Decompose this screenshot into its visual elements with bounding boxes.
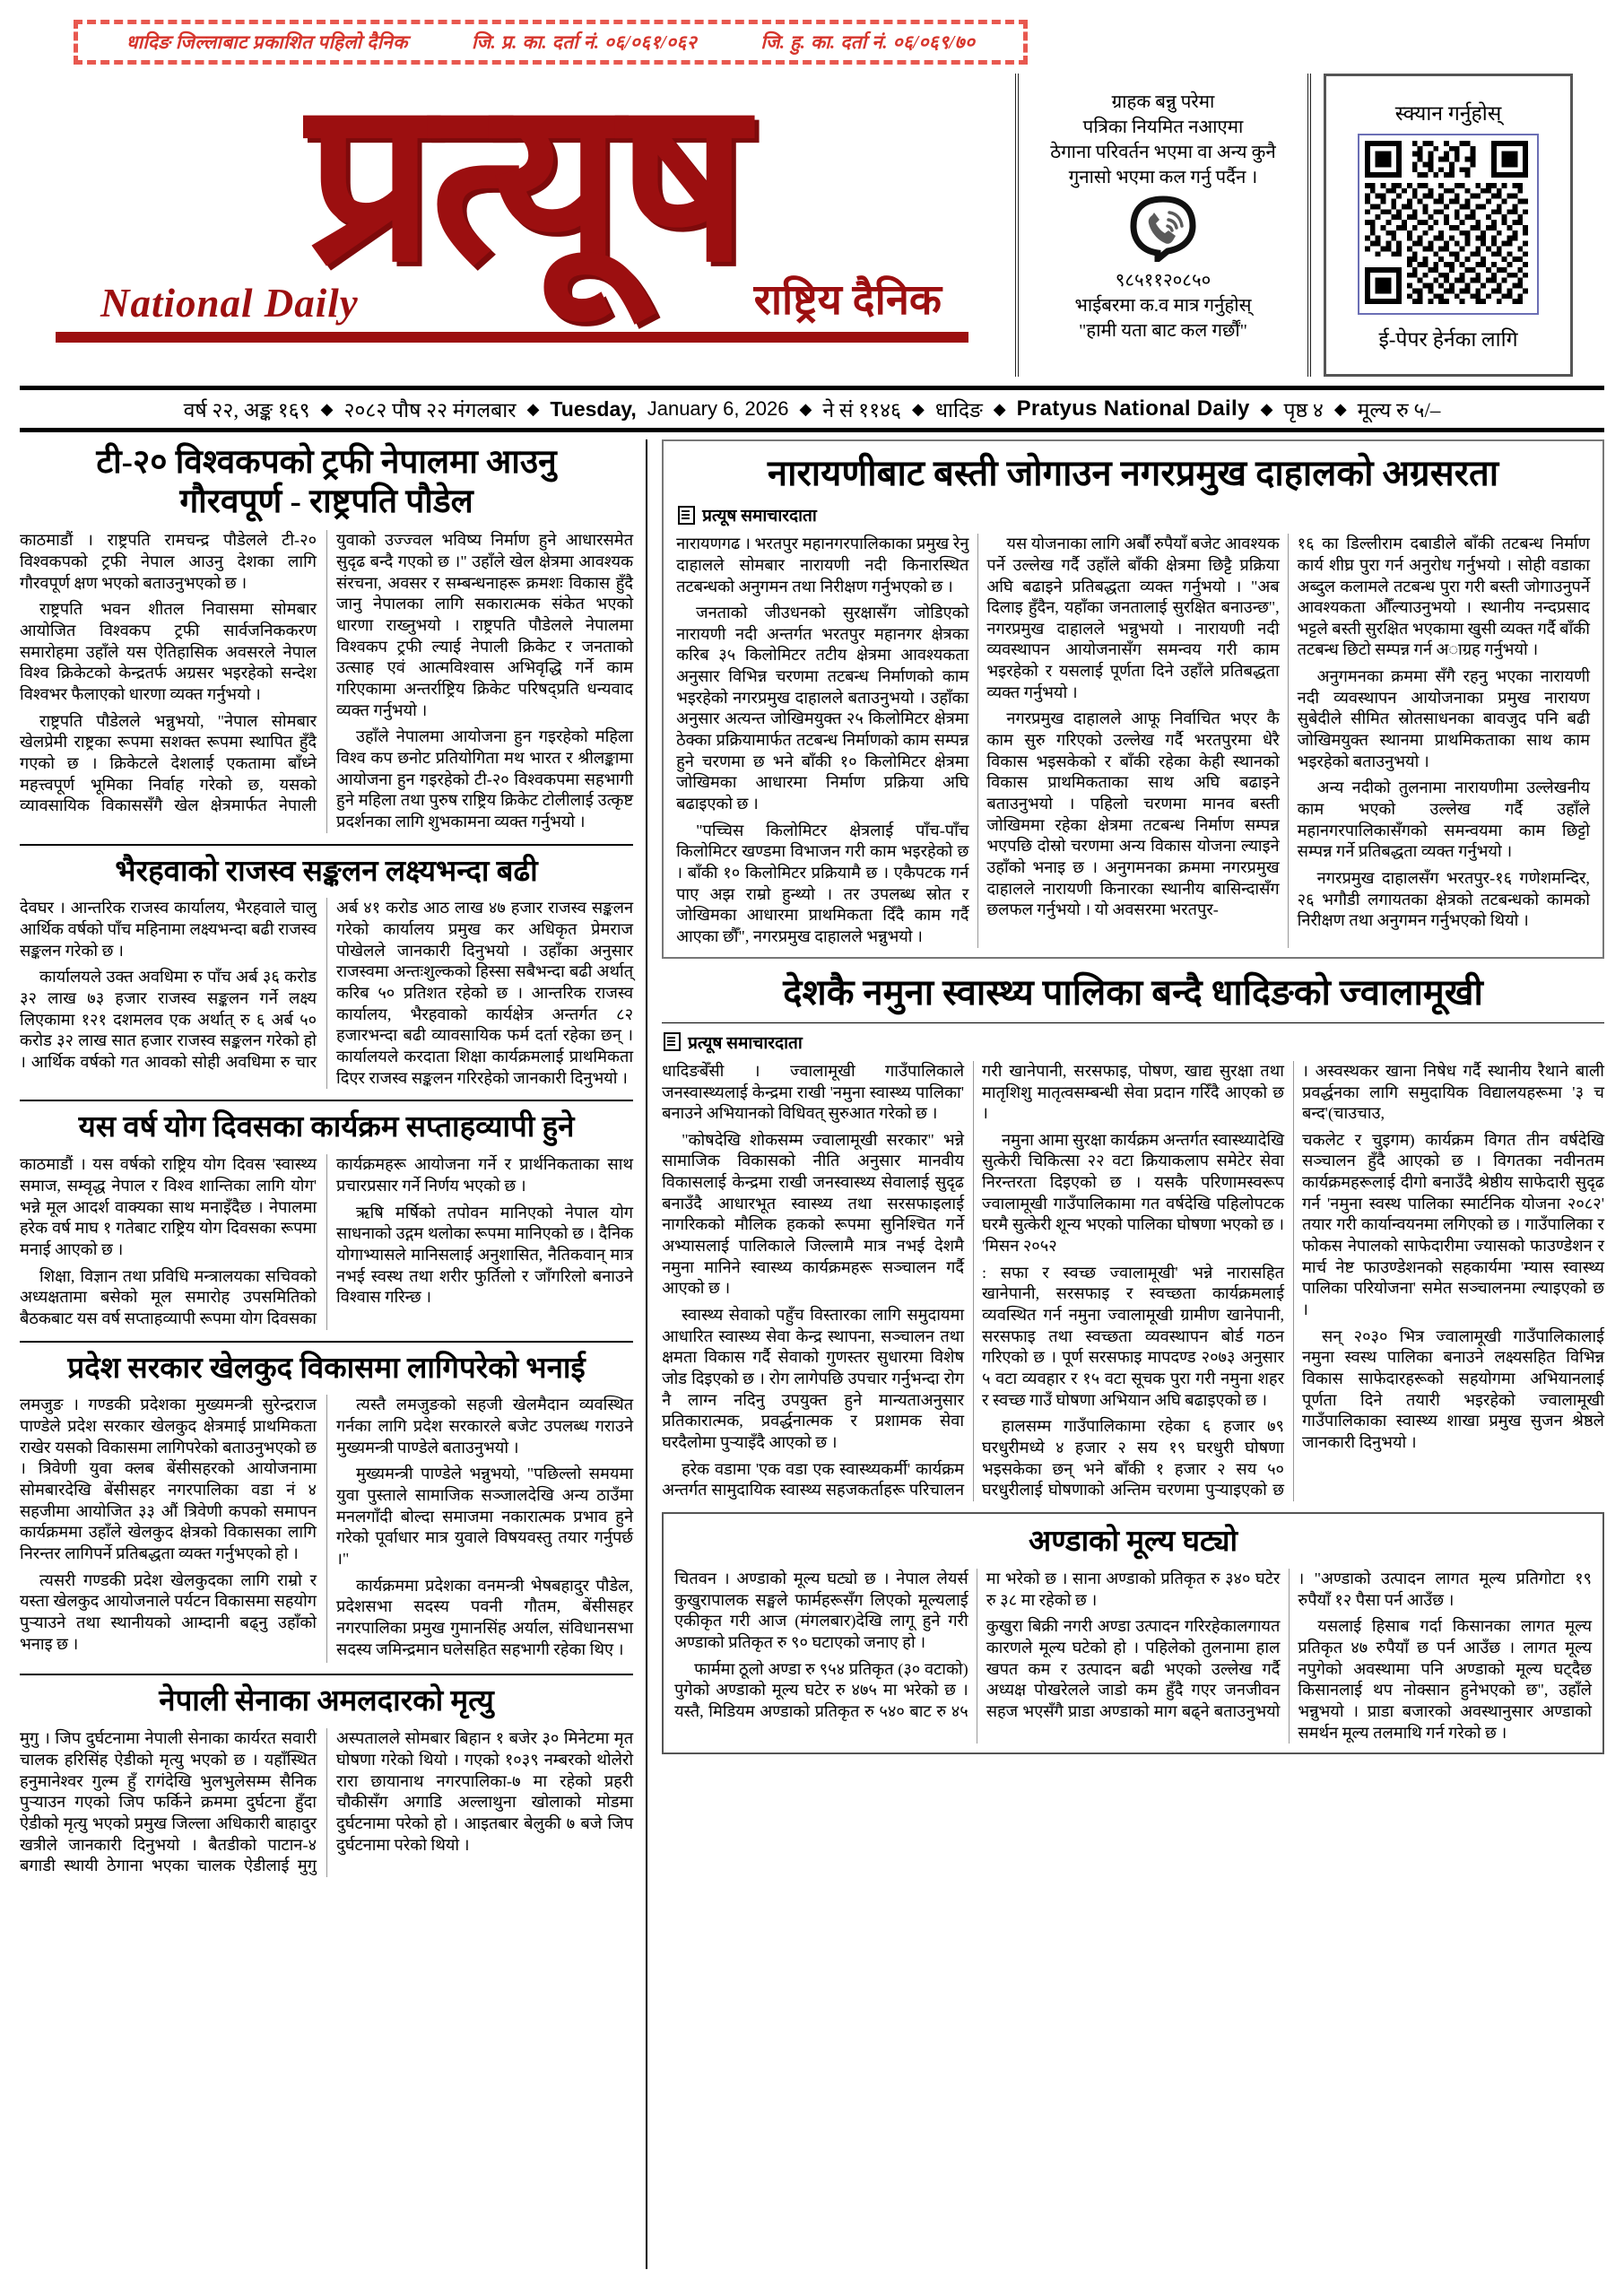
article-body [20, 1728, 633, 1877]
article-body [20, 898, 633, 1089]
article-jwalamukhi-health [662, 971, 1604, 1501]
paragraph: ऋषि मर्षिको तपोवन मानिएको नेपाल योग साधनाको उद्गम थलोका रूपमा मानिएको छ । दैनिक योगाभ्यासले मानिसलाई अनुशासित, नैतिकवान् मात्र नभई स्वस्थ तथा शरीर फुर्तिलो र जाँगरिलो बनाउने विश्वास गरिन्छ । [336, 1203, 634, 1307]
paragraph: काठमाडौं । राष्ट्रपति रामचन्द्र पौडेलले टी-२० विश्वकपको ट्रफी नेपाल आउनु देशका लागि गौरवपूर्ण क्षण भएको बताउनुभएको छ । [20, 531, 317, 592]
byline-text: प्रत्यूष समाचारदाता [688, 1033, 803, 1053]
article-body [20, 1395, 633, 1663]
registration-box [74, 20, 1028, 65]
article-body [674, 1569, 1592, 1744]
paragraph: त्यसरी गण्डकी प्रदेश खेलकुदका लागि राम्रो र यस्ता खेलकुद आयोजनाले पर्यटन विकासमा सहयोग पुर्‍याउने तथा स्थानीयको आम्दानी बढ्नु उहाँको भनाइ छ । [20, 1570, 317, 1653]
english-day: Tuesday, [550, 396, 637, 421]
paragraph: नमुना आमा सुरक्षा कार्यक्रम अन्तर्गत स्वास्थ्यादेखि सुत्केरी चिकित्सा २२ वटा क्रियाकलाप समेटेर सेवा निरन्तरता दिइएको छ । यसकै परिणामस्वरूप ज्वालामूखी गाउँपालिकामा गत वर्षदेखि पहिलोपटक घरमै सुत्केरी शून्य भएको पालिका घोषणा भएको छ । 'मिसन २०५२ [982, 1130, 1285, 1256]
viber-line-2: पत्रिका नियमित नआएमा [1082, 117, 1244, 137]
subscription-notice-box [1015, 74, 1311, 377]
divider [20, 1674, 633, 1675]
paragraph: नारायणगढ । भरतपुर महानगरपालिकाका प्रमुख रेनु दाहालले सोमबार नारायणी नदी किनारस्थित तटबन्धको अनुगमन तथा निरीक्षण गर्नुभएको छ । [676, 535, 969, 596]
article-body [662, 1061, 1604, 1501]
paragraph: धादिङबेँसी । ज्वालामूखी गाउँपालिकाले जनस्वास्थ्यलाई केन्द्रमा राखी 'नमुना स्वास्थ्य पालिका' बनाउने अभियानको विधिवत् सुरुआत गरेको छ । [662, 1061, 965, 1123]
article-t20-trophy [20, 443, 633, 833]
viber-phone-icon [1128, 196, 1198, 266]
paragraph: यस योजनाका लागि अर्बौं रुपैयाँ बजेट आवश्यक पर्ने उल्लेख गर्दै उहाँले बाँकी क्षेत्रमा छिट्टै प्रक्रिया अघि बढाइने प्रतिबद्धता व्यक्त गर्नुभयो । "अब दिलाइ हुँदैन, यहाँका जनतालाई सुरक्षित बनाउन्छ", नगरप्रमुख दाहालले भन्नुभयो । नारायणी नदी व्यवस्थापन आयोजनासँग समन्वय गरी काम भइरहेको र यसलाई पूर्णता दिने उहाँले प्रतिबद्धता व्यक्त गर्नुभयो । [986, 535, 1280, 701]
byline-text: प्रत्यूष समाचारदाता [702, 507, 817, 526]
nepali-date: २०८२ पौष २२ मंगलबार [343, 399, 517, 422]
divider [20, 1341, 633, 1343]
paragraph: काठमाडौं । यस वर्षको राष्ट्रिय योग दिवस 'स्वास्थ्य समाज, सम्वृद्ध नेपाल र विश्व शान्तिका लागि योग' भन्ने मूल आदर्श वाक्यका साथ मनाइँदैछ । नेपालमा हरेक वर्ष माघ १ गतेबाट राष्ट्रिय योग दिवसका रूपमा मनाई आएको छ । [20, 1155, 317, 1258]
left-column [20, 439, 633, 2269]
paragraph: स्वास्थ्य सेवाको पहुँच विस्तारका लागि समुदायमा आधारित स्वास्थ्य सेवा केन्द्र स्थापना, सञ्चालन तथा क्षमता विकास गर्दै सेवाको गुणस्तर सुधारमा विशेष जोड दिइएको छ । रोग लागेपछि उपचार गर्नुभन्दा रोग नै लाग्न नदिनु उपयुक्त हुने मान्यताअनुसार प्रतिकारात्मक, प्रवर्द्धनात्मक र प्रशामक सेवा घरदैलोमा पुऱ्याइँदै आएको छ । [662, 1306, 965, 1451]
paragraph: त्यस्तै लमजुङको सहजी खेलमैदान व्यवस्थित गर्नका लागि प्रदेश सरकारले बजेट उपलब्ध गराउने मुख्यमन्त्री पाण्डेले बताउनुभयो । [336, 1396, 634, 1457]
byline [664, 1031, 1604, 1054]
paragraph: : सफा र स्वच्छ ज्वालामूखी' भन्ने नारासहित खानेपानी, सरसफाइ र स्वच्छता कार्यक्रमलाई व्यवस्थित गर्न नमुना ज्वालामूखी ग्रामीण खानेपानी, सरसफाइ तथा स्वच्छता व्यवस्थापन बोर्ड गठन गरिएको छ । पूर्ण सरसफाइ मापदण्ड २०७३ अनुसार ५ वटा व्यवहार र १५ वटा सूचक पुरा गरी नमुना शहर र स्वच्छ गाउँ घोषणा अभियान अघि बढाइएको छ । [982, 1263, 1285, 1409]
logo-underline [56, 332, 968, 343]
viber-line-1: ग्राहक बन्नु परेमा [1111, 92, 1215, 112]
paragraph: अन्य नदीको तुलनामा नारायणीमा उल्लेखनीय काम भएको उल्लेख गर्दै उहाँले महानगरपालिकासँगको समन्वयमा काम छिट्टो सम्पन्न गर्ने प्रतिबद्धता व्यक्त गर्नुभयो । [1297, 778, 1590, 861]
article-headline: अण्डाको मूल्य घट्यो [1029, 1525, 1238, 1558]
diamond-separator-icon: ◆ [799, 399, 812, 418]
paragraph: लमजुङ । गण्डकी प्रदेशका मुख्यमन्त्री सुरेन्द्रराज पाण्डेले प्रदेश सरकार खेलकुद क्षेत्रमाई प्राथमिकता राखेर यसको विकासमा लागिपरेको बताउनुभएको छ । त्रिवेणी युवा क्लब बेंसीसहरको आयोजनामा सोमबारदेखि बेंसीसहर नगरपालिका वडा नं ४ सहजीमा आयोजित ३३ औं त्रिवेणी कपको समापन कार्यक्रममा उहाँले खेलकुद क्षेत्रको विकासका लागि निरन्तर लागिपर्ने प्रतिबद्धता व्यक्त गर्नुभएको हो । [20, 1396, 317, 1563]
divider [662, 1022, 1604, 1023]
epaper-qr-box [1324, 74, 1573, 377]
document-icon [678, 506, 695, 525]
article-army-driver-death [20, 1684, 633, 1877]
viber-note-2: "हामी यता बाट कल गर्छौं" [1078, 321, 1248, 341]
main-content [20, 439, 1604, 2269]
paragraph: १६ का डिल्लीराम दबाडीले बाँकी तटबन्ध निर्माण कार्य शीघ्र पुरा गर्न अनुरोध गर्नुभयो । सोही वडाका अब्दुल कलामले तटबन्ध पुरा गरी बस्ती जोगाउनुपर्ने आवश्यकता औँल्याउनुभयो । स्थानीय नन्दप्रसाद भट्टले बस्ती सुरक्षित भएकामा खुसी व्यक्त गर्दै बाँकी तटबन्ध छिटो सम्पन्न गर्न अाग्रह गर्नुभयो । [1297, 535, 1590, 659]
price: मूल्य रु ५/– [1357, 399, 1441, 422]
headline-line-1: टी-२० विश्वकपको ट्रफी नेपालमा आउनु [96, 444, 557, 481]
article-headline: देशकै नमुना स्वास्थ्य पालिका बन्दै धादिङको ज्वालामूखी [783, 971, 1483, 1013]
paragraph: कुखुरा बिक्री नगरी अण्डा उत्पादन गरिरहेकालगायत कारणले मूल्य घटेको हो । पहिलेको तुलनामा हाल खपत कम र उत्पादन बढी भएको उल्लेख गर्दै अध्यक्ष पोखरेलले जाडो कम हुँदै गएर जनजीवन सहज भएसँगै प्राडा अण्डाको माग बढ्ने बताउनुभयो । "अण्डाको उत्पादन लागत मूल्य प्रतिगोटा १९ रुपैयाँ १२ पैसा पर्न आउँछ । [986, 1569, 1592, 1720]
english-date: January 6, 2026 [647, 397, 789, 420]
byline [678, 503, 1590, 526]
paragraph: "कोषदेखि शोकसम्म ज्वालामूखी सरकार" भन्ने सामाजिक विकासको नीति अनुसार मानवीय विकासलाई केन्द्रमा राखी जनस्वास्थ्य सेवालाई सुदृढ बनाउँदै आधारभूत स्वास्थ्य तथा सरसफाइलाई नागरिकको मौलिक हकको रूपमा सुनिश्चित गर्ने अभ्यासलाई पालिकाले जिल्लामै मात्र नभई देशमै नमुना मानिने स्वास्थ्य कार्यक्रमहरू सञ्चालन गर्दै आएको छ । [662, 1130, 965, 1298]
article-body [20, 1154, 633, 1329]
logo-english-title: National Daily [100, 281, 359, 326]
paragraph: हरेक वडामा 'एक वडा एक स्वास्थ्यकर्मी' कार्यक्रम अन्तर्गत सामुदायिक स्वास्थ्य सहजकर्ताहरू परिचालन गरी खानेपानी, सरसफाइ, पोषण, खाद्य सुरक्षा तथा मातृशिशु मातृत्वसम्बन्धी सेवा प्रदान गरिँदै आएको छ । [662, 1061, 1285, 1500]
diamond-separator-icon: ◆ [912, 399, 925, 418]
divider [20, 844, 633, 846]
viber-phone-number: ९८५११२०८५० [1115, 271, 1211, 291]
nepal-sambat: ने सं ११४६ [822, 399, 901, 422]
date-bar [20, 386, 1604, 432]
paragraph: मुगु । जिप दुर्घटनामा नेपाली सेनाका कार्यरत सवारी चालक हरिसिंह ऐडीको मृत्यु भएको छ । यहाँस्थित हनुमानेश्वर गुल्म हुँ रागंदेखि भुलभुलेसम्म सैनिक पुऱ्याउन गएको जिप फर्किने क्रममा दुर्घटना हुँदा ऐडीको मृत्यु भएको प्रमुख जिल्ला अधिकारी बाहादुर खत्रीले जानकारी दिनुभयो । बैतडीको पाटान-४ बगाडी स्थायी ठेगाना भएका चालक ऐडीलाई मुगु अस्पतालले सोमबार बिहान १ बजेर ३० मिनेटमा मृत घोषणा गरेको थियो । गएको १०३९ नम्बरको थोलेरो रारा छायानाथ नगरपालिका-७ मा रहेको प्रहरी चौकीसँग अगाडि अल्लाथुना खोलाको मोडमा दुर्घटनामा परेको हो । आइतबार बेलुकी ७ बजे जिप दुर्घटनामा परेको थियो । [20, 1729, 634, 1875]
place-name: धादिङ [934, 399, 983, 422]
reg-right-text: जि. हु. का. दर्ता नं. ०६/०६९/७० [760, 31, 976, 53]
paragraph: "पच्चिस किलोमिटर क्षेत्रलाई पाँच-पाँच किलोमिटर खण्डमा विभाजन गरी काम भइरहेको छ । बाँकी १० किलोमिटर प्रक्रियामै छ । एकैपटक गर्न पाए अझ राम्रो हुन्थ्यो । तर उपलब्ध स्रोत र जोखिमका आधारमा प्राथमिकता दिँदै काम गर्दै आएका छौँ", नगरप्रमुख दाहालले भन्नुभयो । [676, 821, 969, 945]
article-egg-price [662, 1512, 1604, 1754]
article-narayani-embankment [662, 439, 1604, 959]
paragraph: यसलाई हिसाब गर्दा किसानका लागत मूल्य प्रतिकृत ४७ रुपैयाँ छ पर्न आउँछ । लागत मूल्य नपुगेको अवस्थामा पनि अण्डाको मूल्य घट्दैछ किसानलाई थप नोक्सान हुनेभएको छ", उहाँले भन्नुभयो । प्राडा बजारको अवस्थानुसार अण्डाको समर्थन मूल्य तलमाथि गर्न गरेको छ । [1298, 1617, 1592, 1742]
paragraph: जनताको जीउधनको सुरक्षासँग जोडिएको नारायणी नदी अन्तर्गत भरतपुर महानगर क्षेत्रका करिब ३५ किलोमिटर तटीय क्षेत्रमा आवश्यकता अनुसार विभिन्न चरणमा तटबन्ध निर्माणको काम भइरहेको नगरप्रमुख दाहालले बताउनुभयो । उहाँका अनुसार अत्यन्त जोखिमयुक्त २५ किलोमिटर क्षेत्रमा ठेक्का प्रक्रियामार्फत तटबन्ध निर्माणको काम सम्पन्न हुने चरणमा छ भने बाँकी १० किलोमिटर क्षेत्रमा जोखिमका आधारमा निर्माण प्रक्रिया अघि बढाइएको छ । [676, 604, 969, 813]
article-bhairahawa-revenue [20, 855, 633, 1090]
paragraph: चितवन । अण्डाको मूल्य घट्यो छ । नेपाल लेयर्स कुखुरापालक सङ्घले फार्महरूसँग लिएको मूल्यलाई एकीकृत गरी आज (मंगलबार)देखि लागू हुने गरी अण्डाको प्रतिकृत रु ९० घटाएको जनाए हो । [674, 1569, 968, 1651]
paragraph: राष्ट्रपति भवन शीतल निवासमा सोमबार आयोजित विश्वकप ट्रफी सार्वजनिककरण समारोहमा उहाँले यस ऐतिहासिक अवसरले नेपाल विश्व क्रिकेटको केन्द्रतर्फ अग्रसर भइरहेको सन्देश विश्वभर फैलाएको धारणा व्यक्त गर्नुभयो । [20, 600, 317, 703]
article-headline: भैरहवाको राजस्व सङ्कलन लक्ष्यभन्दा बढी [115, 855, 538, 888]
paragraph: शिक्षा, विज्ञान तथा प्रविधि मन्त्रालयका सचिवको अध्यक्षतामा बसेको मूल समारोह उपसमितिको बैठकबाट यस वर्ष सप्ताहव्यापी रूपमा योग दिवसका कार्यक्रमहरू आयोजना गर्ने र प्रार्थनिकताका साथ प्रचारप्रसार गर्ने निर्णय भएको छ । [20, 1155, 634, 1327]
paragraph: मुख्यमन्त्री पाण्डेले भन्नुभयो, "पछिल्लो समयमा युवा पुस्ताले सामाजिक सञ्जालदेखि अन्य ठाउँमा मनलगाँदी बोल्दा समाजमा नकारात्मक प्रभाव हुने गरेको पूर्वाधार मात्र युवाले विषयवस्तु तयार गर्नुपर्छ ।" [336, 1465, 634, 1569]
reg-mid-text: जि. प्र. का. दर्ता नं. ०६/०६१/०६२ [472, 31, 698, 53]
document-icon [664, 1032, 681, 1051]
paragraph: कार्यक्रममा प्रदेशका वनमन्त्री भेषबहादुर पौडेल, प्रदेशसभा सदस्य पवनी गौतम, बेंसीसहर नगरपालिका प्रमुख गुमानसिंह अर्याल, संविधानसभा सदस्य जमिन्द्रमान घलेसहित सहभागी रहेका थिए । [336, 1576, 634, 1658]
logo-nepali-subtitle: राष्ट्रिय दैनिक [753, 277, 942, 324]
registration-strip [20, 16, 1604, 72]
masthead [20, 74, 1604, 377]
divider [20, 1100, 633, 1101]
brand-name: Pratyus National Daily [1016, 396, 1250, 421]
paragraph: नगरप्रमुख दाहालसँग भरतपुर-१६ गणेशमन्दिर, २६ भगौडी लगायतका क्षेत्रको तटबन्धको कामको निरीक्षण तथा अनुगमन गर्नुभएको थियो । [1297, 869, 1590, 930]
paragraph: देवघर । आन्तरिक राजस्व कार्यालय, भैरहवाले चालु आर्थिक वर्षको पाँच महिनामा लक्ष्यभन्दा बढी राजस्व सङ्कलन गरेको छ । [20, 899, 317, 960]
article-yoga-day [20, 1110, 633, 1329]
article-headline [20, 443, 633, 521]
right-column [646, 439, 1604, 2269]
paragraph: उहाँले नेपालमा आयोजना हुन गइरहेको महिला विश्व कप छनोट प्रतियोगिता मथ भारत र श्रीलङ्कामा आयोजना हुन गइरहेको टी-२० विश्वकपमा सहभागी हुने महिला तथा पुरुष राष्ट्रिय क्रिकेट टोलीलाई उत्कृष्ट प्रदर्शनका लागि शुभकामना व्यक्त गर्नुभयो । [336, 727, 634, 831]
paragraph: सन् २०३० भित्र ज्वालामूखी गाउँपालिकालाई नमुना स्वस्थ पालिका बनाउने लक्ष्यसहित विभिन्न विकास साफेदारहरूको सहयोगमा अभियानलाई पूर्णता दिने तयारी भइरहेको ज्वालामूखी गाउँपालिकाका स्वास्थ्य शाखा प्रमुख सुजन श्रेष्ठले जानकारी दिनुभयो । [1302, 1326, 1604, 1451]
paragraph: हालसम्म गाउँपालिकामा रहेका ६ हजार ७९ घरधुरीमध्ये ४ हजार २ सय १९ घरधुरी घोषणा भइसकेका छन् भने बाँकी १ हजार २ सय ५० घरधुरीलाई घोषणाको अन्तिम चरणमा पुऱ्याइएको छ । अस्वस्थकर खाना निषेध गर्दै स्थानीय रैथाने बाली प्रवर्द्धनका लागि समुदायिक विद्यालयहरूमा '३ च बन्द'(चाउचाउ, [982, 1061, 1604, 1500]
paragraph: राष्ट्रपति पौडेलले भन्नुभयो, "नेपाल सोमबार खेलप्रेमी राष्ट्रका रूपमा सशक्त रूपमा स्थापित हुँदै गएको छ । क्रिकेटले देशलाई एकतामा बाँध्ने महत्त्वपूर्ण भूमिका निर्वाह गरेको छ, यसको व्यावसायिक विकाससँगै खेल क्षेत्रमार्फत नेपाली युवाको उज्ज्वल भविष्य निर्माण हुने आधारसमेत सुदृढ बन्दै गएको छ ।" उहाँले खेल क्षेत्रमा आवश्यक संरचना, अवसर र सम्बन्धनाहरू क्रमशः विकास हुँदै जानु नेपालका लागि सकारात्मक संकेत भएको धारणा राख्नुभयो । राष्ट्रपति पौडेलले नेपालमा विश्वकप ट्रफी ल्याई नेपाली क्रिकेट र जनताको उत्साह एवं आत्मविश्वास अभिवृद्धि गर्ने काम गरिएकामा अन्तर्राष्ट्रिय क्रिकेट परिषद्प्रति धन्यवाद व्यक्त गर्नुभयो । [20, 531, 634, 815]
viber-note-1: भाईबरमा क.व मात्र गर्नुहोस् [1074, 296, 1252, 316]
article-headline: प्रदेश सरकार खेलकुद विकासमा लागिपरेको भनाई [67, 1352, 586, 1385]
paragraph: अनुगमनका क्रममा सँगै रहनु भएका नारायणी नदी व्यवस्थापन आयोजनाका प्रमुख नारायण सुबेदीले सीमित स्रोतसाधनका बावजुद पनि बढी जोखिमयुक्त स्थानमा प्राथमिकताका साथ काम भइरहेको बताउनुभयो । [1297, 667, 1590, 770]
article-body [676, 534, 1590, 947]
diamond-separator-icon: ◆ [526, 399, 540, 418]
diamond-separator-icon: ◆ [993, 399, 1006, 418]
diamond-separator-icon: ◆ [320, 399, 334, 418]
article-province-sports [20, 1352, 633, 1664]
page-count: पृष्ठ ४ [1283, 399, 1324, 422]
qr-code-icon[interactable] [1358, 134, 1539, 315]
diamond-separator-icon: ◆ [1260, 399, 1273, 418]
paragraph: चकलेट र चुइगम) कार्यक्रम विगत तीन वर्षदेखि सञ्चालन हुँदै आएको छ । विगतका नवीनतम कार्यक्रमहरूलाई दीगो बनाउँदै श्रेष्ठीय साफेदारी सुदृढ गर्न 'नमुना स्वस्थ पालिका स्मार्टनिक योजना २०८२' तयार गरी कार्यान्वयनमा लगिएको छ । गाउँपालिका र फोकस नेपालको साफेदारीमा ज्यासको फाउण्डेशन र मार्च नेष्ट फाउण्डेशनको सहकार्यमा 'म्यास स्वास्थ्य पालिका परियोजना' समेत सञ्चालनमा ल्याइएको छ । [1302, 1130, 1604, 1319]
article-headline: नेपाली सेनाका अमलदारको मृत्यु [159, 1685, 494, 1718]
logo-nepali-title: प्रत्यूष [306, 74, 745, 308]
viber-line-4: गुनासो भएमा कल गर्नु पर्दैन । [1068, 168, 1258, 187]
paragraph: नगरप्रमुख दाहालले आफू निर्वाचित भएर कै काम सुरु गरिएको उल्लेख गर्दै भरतपुरमा धेरै विकास भइसकेको र बाँकी रहेका केही स्थानको विकास प्राथमिकताका साथ अघि बढाइने बताउनुभयो । पहिलो चरणमा मानव बस्ती जोखिममा रहेका क्षेत्रमा तटबन्ध निर्माण सम्पन्न भएपछि दोस्रो चरणमा अन्य विकास योजना ल्याइने उहाँको भनाइ छ । अनुगमनका क्रममा नगरप्रमुख दाहालले नारायणी किनारका स्थानीय बासिन्दासँग छलफल गर्नुभयो । यो अवसरमा भरतपुर- [986, 709, 1280, 919]
article-body [20, 530, 633, 832]
reg-left-text: धादिङ जिल्लाबाट प्रकाशित पहिलो दैनिक [126, 31, 408, 53]
diamond-separator-icon: ◆ [1333, 399, 1347, 418]
headline-line-2: गौरवपूर्ण - राष्ट्रपति पौडेल [179, 483, 473, 520]
viber-line-3: ठेगाना परिवर्तन भएमा वा अन्य कुनै [1050, 143, 1276, 162]
paragraph: कार्यालयले उक्त अवधिमा रु पाँच अर्ब ३६ करोड ३२ लाख ७३ हजार राजस्व सङ्कलन गर्ने लक्ष्य लिएकामा १२१ दशमलव एक अर्थात् रु ६ अर्ब ५० करोड ३२ लाख सात हजार राजस्व सङ्कलन गरेको हो । आर्थिक वर्षको गत आवको सोही अवधिमा रु चार अर्ब ४१ करोड आठ लाख ४७ हजार राजस्व सङ्कलन गरेको कार्यालय प्रमुख कर अधिकृत प्रेमराज पोखेलले जानकारी दिनुभयो । उहाँका अनुसार राजस्वमा अन्तःशुल्कको हिस्सा सबैभन्दा बढी अर्थात् करिब ५० प्रतिशत रहेको छ । आन्तरिक राजस्व कार्यालय, भैरहवाको कार्यक्षेत्र अन्तर्गत ८२ हजारभन्दा बढी व्यावसायिक फर्म दर्ता रहेका छन् । कार्यालयले करदाता शिक्षा कार्यक्रमलाई प्राथमिकता दिएर राजस्व सङ्कलन गरिरहेको जानकारी दिनुभयो । [20, 899, 634, 1087]
qr-title: स्क्यान गर्नुहोस् [1394, 102, 1502, 125]
qr-caption: ई-पेपर हेर्नका लागि [1378, 328, 1518, 351]
article-headline: नारायणीबाट बस्ती जोगाउन नगरप्रमुख दाहालको अग्रसरता [767, 453, 1499, 493]
paragraph: फार्ममा ठूलो अण्डा रु ९५४ प्रतिकृत (३० वटाको) पुगेको अण्डाको मूल्य घटेर रु ४७५ मा भरेको छ । यस्तै, मिडियम अण्डाको प्रतिकृत रु ५४० बाट रु ४५ मा भरेको छ । साना अण्डाको प्रतिकृत रु ३४० घटेर रु ३८ मा रहेको छ । [674, 1569, 1281, 1720]
volume-issue: वर्ष २२, अङ्क १६९ [183, 399, 310, 422]
article-headline: यस वर्ष योग दिवसका कार्यक्रम सप्ताहव्यापी हुने [78, 1111, 575, 1144]
newspaper-logo [20, 74, 1004, 377]
